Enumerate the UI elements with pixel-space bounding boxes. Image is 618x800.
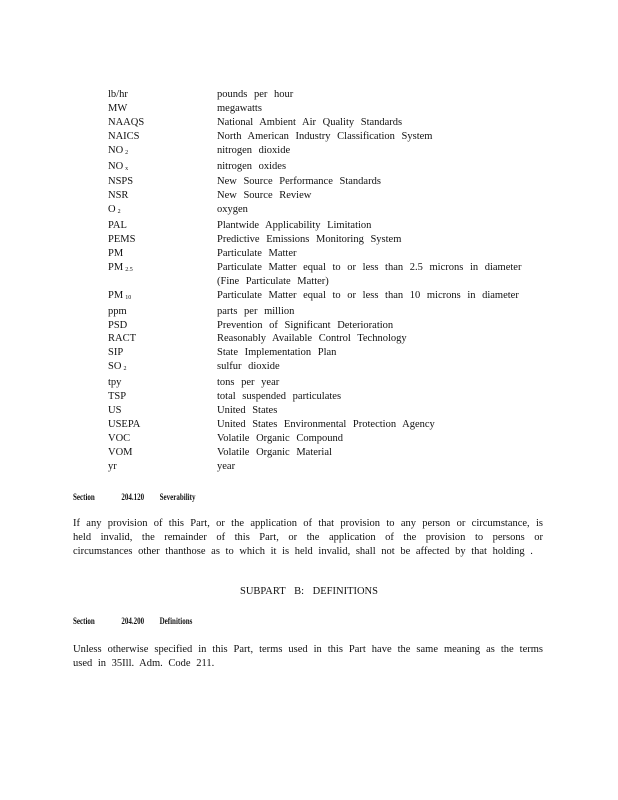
abbreviation-term bbox=[108, 305, 217, 319]
abbreviation-definition-text: year bbox=[217, 460, 236, 472]
abbreviation-row bbox=[108, 130, 548, 144]
section-heading-204-120 bbox=[73, 492, 195, 502]
abbreviation-term bbox=[108, 360, 217, 376]
abbreviation-definition bbox=[217, 418, 548, 432]
abbreviation-term-text: lb/hr bbox=[108, 89, 128, 100]
abbreviation-definition-text: New Source Performance Standards bbox=[217, 176, 381, 188]
abbreviation-definition-text: Particulate Matter equal to or less than 10 microns in diameter bbox=[217, 289, 519, 301]
abbreviation-term-text: NSPS bbox=[108, 176, 134, 188]
abbreviation-row bbox=[108, 432, 548, 446]
abbreviation-term-text: US bbox=[108, 404, 122, 416]
subpart-heading: SUBPART B: DEFINITIONS bbox=[240, 586, 378, 597]
abbreviation-row bbox=[108, 116, 548, 130]
abbreviation-term-text: NAAQS bbox=[108, 116, 145, 128]
section-label: Section bbox=[73, 492, 95, 502]
abbreviation-definition-text: National Ambient Air Quality Standards bbox=[217, 116, 403, 128]
abbreviation-term bbox=[108, 390, 217, 404]
abbreviation-row bbox=[108, 144, 548, 160]
abbreviation-definition bbox=[217, 390, 548, 404]
abbreviation-definition-text: Volatile Organic Compound bbox=[217, 432, 344, 444]
abbreviation-definition-text: sulfur dioxide bbox=[217, 361, 280, 373]
abbreviation-term bbox=[108, 219, 217, 233]
abbreviation-term-text: PM bbox=[108, 261, 124, 273]
abbreviation-term-text: PAL bbox=[108, 220, 127, 232]
abbreviation-definition bbox=[217, 116, 548, 130]
abbreviation-term bbox=[108, 418, 217, 432]
abbreviation-term bbox=[108, 233, 217, 247]
abbreviation-row bbox=[108, 261, 548, 289]
abbreviation-subscript: 10 bbox=[125, 294, 132, 301]
abbreviation-row bbox=[108, 376, 548, 390]
abbreviation-definition bbox=[217, 319, 548, 333]
abbreviation-definition-text: megawatts bbox=[217, 102, 262, 114]
abbreviation-row bbox=[108, 446, 548, 460]
abbreviation-term-text: PEMS bbox=[108, 234, 136, 246]
abbreviation-row bbox=[108, 189, 548, 203]
abbreviation-definition bbox=[217, 376, 548, 390]
abbreviation-term bbox=[108, 289, 217, 305]
section-title: Definitions bbox=[159, 616, 193, 626]
abbreviation-term bbox=[108, 175, 217, 189]
abbreviation-definition-text: parts per million bbox=[217, 305, 295, 317]
abbreviation-subscript: 2 bbox=[123, 366, 127, 373]
abbreviation-row bbox=[108, 418, 548, 432]
abbreviation-term bbox=[108, 376, 217, 390]
abbreviation-definition-text: oxygen bbox=[217, 204, 248, 216]
abbreviation-term-text: TSP bbox=[108, 391, 127, 403]
abbreviation-definition-text: Plantwide Applicability Limitation bbox=[217, 220, 372, 232]
abbreviation-definition-text: total suspended particulates bbox=[217, 391, 342, 403]
abbreviation-definition-text: Predictive Emissions Monitoring System bbox=[217, 234, 402, 246]
abbreviation-subscript: x bbox=[125, 165, 129, 172]
abbreviation-term-text: NSR bbox=[108, 190, 129, 202]
abbreviation-term bbox=[108, 160, 217, 176]
abbreviation-row bbox=[108, 203, 548, 219]
abbreviation-definition-text: nitrogen dioxide bbox=[217, 144, 291, 156]
abbreviation-definition bbox=[217, 247, 548, 261]
abbreviation-definition-text: Particulate Matter equal to or less than 2.5 microns in diameter bbox=[217, 261, 522, 273]
abbreviation-definition-text: nitrogen oxides bbox=[217, 160, 287, 172]
abbreviation-definition bbox=[217, 261, 548, 289]
abbreviation-term bbox=[108, 102, 217, 116]
abbreviation-term-text: PM bbox=[108, 247, 124, 259]
abbreviation-definition bbox=[217, 144, 548, 160]
abbreviation-row bbox=[108, 360, 548, 376]
abbreviation-term bbox=[108, 346, 217, 360]
abbreviation-definition bbox=[217, 160, 548, 176]
abbreviation-definition bbox=[217, 130, 548, 144]
abbreviation-row bbox=[108, 319, 548, 333]
abbreviation-definition bbox=[217, 102, 548, 116]
abbreviation-term-text: USEPA bbox=[108, 418, 141, 430]
section-number: 204.200 bbox=[121, 616, 145, 626]
abbreviation-definition-text: New Source Review bbox=[217, 190, 312, 202]
abbreviation-definition bbox=[217, 446, 548, 460]
abbreviation-definition bbox=[217, 332, 548, 346]
abbreviation-term-text: PM bbox=[108, 289, 124, 301]
abbreviation-term-text: VOC bbox=[108, 432, 131, 444]
abbreviation-term bbox=[108, 319, 217, 333]
abbreviation-term-text: tpy bbox=[108, 377, 122, 389]
abbreviation-row bbox=[108, 460, 548, 474]
abbreviation-term bbox=[108, 88, 217, 102]
abbreviation-definition-text: Reasonably Available Control Technology bbox=[217, 333, 407, 345]
abbreviation-definition-text: United States bbox=[217, 404, 278, 416]
abbreviation-term bbox=[108, 116, 217, 130]
abbreviation-definition-text: Volatile Organic Material bbox=[217, 446, 332, 458]
abbreviation-term-text: O bbox=[108, 204, 116, 216]
abbreviation-term bbox=[108, 261, 217, 289]
abbreviation-definition bbox=[217, 289, 548, 305]
abbreviation-term bbox=[108, 144, 217, 160]
abbreviation-row bbox=[108, 390, 548, 404]
abbreviation-definition-text: tons per year bbox=[217, 377, 280, 389]
abbreviation-definition-continued: (Fine Particulate Matter) bbox=[217, 275, 329, 287]
abbreviation-row bbox=[108, 175, 548, 189]
abbreviation-definition-text: State Implementation Plan bbox=[217, 347, 337, 359]
abbreviation-term bbox=[108, 460, 217, 474]
abbreviation-term bbox=[108, 130, 217, 144]
abbreviation-subscript: 2 bbox=[117, 209, 121, 216]
abbreviation-definition bbox=[217, 346, 548, 360]
abbreviation-row bbox=[108, 102, 548, 116]
abbreviation-row bbox=[108, 247, 548, 261]
abbreviation-definition bbox=[217, 203, 548, 219]
abbreviation-row bbox=[108, 346, 548, 360]
abbreviation-subscript: 2 bbox=[125, 149, 129, 156]
abbreviation-term bbox=[108, 189, 217, 203]
abbreviation-definition-text: Particulate Matter bbox=[217, 247, 297, 259]
severability-paragraph: If any provision of this Part, or the application of that provision to any person or circumstance, is held invalid, the remainder of this Part, or the application of the provision to persons or circumstances other thanthose as to which it is held invalid, shall not be affected by that holding . bbox=[73, 518, 543, 557]
abbreviation-term-text: SO bbox=[108, 361, 122, 373]
abbreviation-definition bbox=[217, 432, 548, 446]
abbreviation-definition-text: United States Environmental Protection Agency bbox=[217, 418, 435, 430]
abbreviation-term-text: RACT bbox=[108, 333, 137, 345]
abbreviation-definition bbox=[217, 175, 548, 189]
abbreviation-row bbox=[108, 305, 548, 319]
abbreviation-term bbox=[108, 247, 217, 261]
abbreviation-definition bbox=[217, 404, 548, 418]
abbreviation-definition bbox=[217, 219, 548, 233]
abbreviation-term bbox=[108, 203, 217, 219]
abbreviation-definition-text: North American Industry Classification System bbox=[217, 130, 433, 142]
abbreviation-term-text: MW bbox=[108, 102, 128, 114]
abbreviation-row bbox=[108, 88, 548, 102]
abbreviation-row bbox=[108, 404, 548, 418]
abbreviation-term-text: SIP bbox=[108, 347, 124, 359]
abbreviation-term-text: VOM bbox=[108, 446, 133, 458]
abbreviation-term-text: ppm bbox=[108, 305, 127, 317]
abbreviation-definition-text: Prevention of Significant Deterioration bbox=[217, 319, 394, 331]
abbreviation-definition-text: pounds per hour bbox=[217, 89, 294, 100]
abbreviation-term-text: yr bbox=[108, 460, 117, 472]
abbreviation-definition bbox=[217, 460, 548, 474]
abbreviation-row bbox=[108, 233, 548, 247]
abbreviation-term bbox=[108, 446, 217, 460]
abbreviation-definition bbox=[217, 360, 548, 376]
abbreviation-subscript: 2.5 bbox=[125, 266, 133, 273]
abbreviation-term-text: NAICS bbox=[108, 130, 140, 142]
abbreviation-term bbox=[108, 332, 217, 346]
abbreviation-term-text: NO bbox=[108, 160, 124, 172]
abbreviation-term bbox=[108, 432, 217, 446]
abbreviation-definition bbox=[217, 305, 548, 319]
section-title: Severability bbox=[159, 492, 196, 502]
abbreviation-definition bbox=[217, 189, 548, 203]
abbreviation-term bbox=[108, 404, 217, 418]
abbreviation-definition bbox=[217, 88, 548, 102]
section-label: Section bbox=[73, 616, 95, 626]
abbreviation-definition bbox=[217, 233, 548, 247]
abbreviation-term-text: NO bbox=[108, 144, 124, 156]
abbreviation-row bbox=[108, 160, 548, 176]
definitions-paragraph: Unless otherwise specified in this Part, terms used in this Part have the same meaning as the terms used in 35Ill. Adm. Code 211. bbox=[73, 644, 543, 669]
abbreviation-row bbox=[108, 219, 548, 233]
abbreviation-list bbox=[108, 88, 548, 473]
abbreviation-term-text: PSD bbox=[108, 319, 128, 331]
abbreviation-row bbox=[108, 332, 548, 346]
section-heading-204-200 bbox=[73, 616, 192, 626]
section-number: 204.120 bbox=[121, 492, 145, 502]
abbreviation-row bbox=[108, 289, 548, 305]
